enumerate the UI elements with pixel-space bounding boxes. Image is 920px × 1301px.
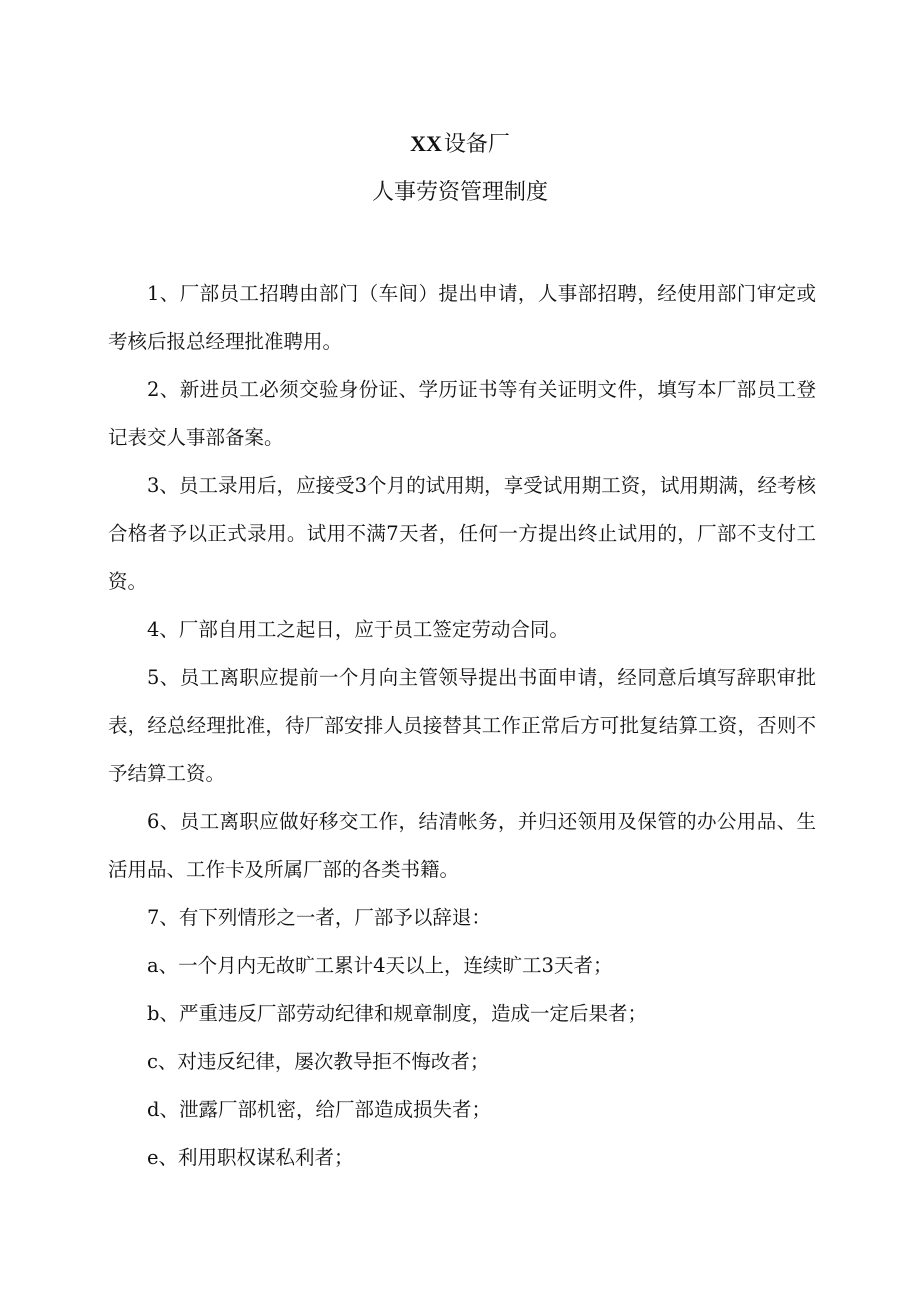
paragraph-6: 6、员工离职应做好移交工作，结清帐务，并归还领用及保管的办公用品、生活用品、工作卡及所属厂部的各类书籍。 (108, 810, 816, 881)
title-suffix: 设备厂 (443, 132, 510, 157)
paragraph-1: 1、厂部员工招聘由部门（车间）提出申请，人事部招聘，经使用部门审定或考核后报总经理批准聘用。 (108, 282, 816, 353)
title-block (0, 128, 920, 209)
list-item-e: e、利用职权谋私利者； (147, 1146, 354, 1169)
list-item-d: d、泄露厂部机密，给厂部造成损失者； (147, 1098, 491, 1121)
list-item-b: b、严重违反厂部劳动纪律和规章制度，造成一定后果者； (147, 1002, 647, 1025)
paragraph-4: 4、厂部自用工之起日，应于员工签定劳动合同。 (147, 618, 569, 641)
paragraph-5: 5、员工离职应提前一个月向主管领导提出书面申请，经同意后填写辞职审批表，经总经理批准，待厂部安排人员接替其工作正常后方可批复结算工资，否则不予结算工资。 (108, 666, 816, 785)
paragraph-2: 2、新进员工必须交验身份证、学历证书等有关证明文件，填写本厂部员工登记表交人事部备案。 (108, 378, 816, 449)
page-subtitle: 人事劳资管理制度 (371, 180, 548, 205)
paragraph-3: 3、员工录用后，应接受3个月的试用期，享受试用期工资，试用期满，经考核合格者予以正式录用。试用不满7天者，任何一方提出终止试用的，厂部不支付工资。 (108, 474, 816, 593)
list-item-a: a、一个月内无故旷工累计4天以上，连续旷工3天者； (147, 954, 613, 977)
title-prefix: XX (410, 131, 442, 156)
page-title (0, 128, 920, 161)
paragraph-7: 7、有下列情形之一者，厂部予以辞退： (147, 906, 491, 929)
list-item-c: c、对违反纪律，屡次教导拒不悔改者； (147, 1050, 490, 1073)
document-body (108, 270, 816, 1182)
